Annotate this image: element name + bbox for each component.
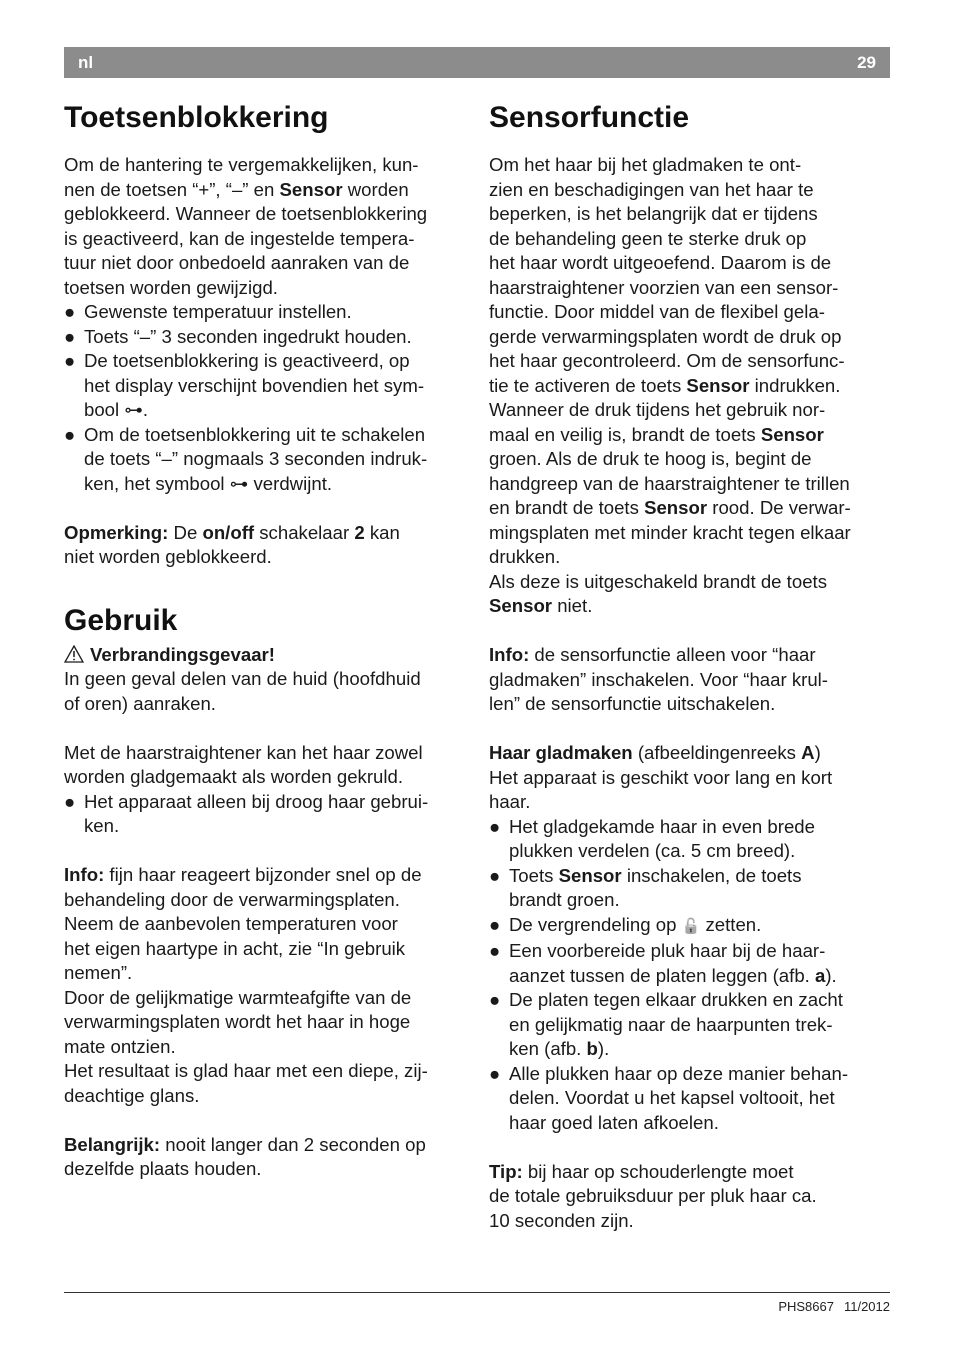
list-item: ● Toets Sensor inschakelen, de toets brandt groen. (489, 864, 802, 910)
text-line: behandeling door de verwarmingsplaten. (64, 888, 400, 910)
text-line: gladmaken” inschakelen. Voor “haar krul- (489, 668, 828, 690)
text-line: niet worden geblokkeerd. (64, 546, 272, 567)
list-item: ● Een voorbereide pluk haar bij de haar- aanzet tussen de platen leggen (afb. a). (489, 940, 837, 986)
edition-date: 11/2012 (843, 1299, 890, 1314)
bullet-list (489, 815, 891, 1136)
text-line: de totale gebruiksduur per pluk haar ca. (489, 1185, 817, 1206)
text-line: het haar wordt uitgeoefend. Daarom is de (489, 252, 832, 273)
list-item: ● De platen tegen elkaar drukken en zacht en gelijkmatig naar de haarpunten trek- ken (afb. b). (489, 989, 843, 1059)
tip-paragraph: Tip: bij haar op schouderlengte moet (489, 1160, 794, 1182)
text-line: groen. Als de druk te hoog is, begint de (489, 448, 812, 469)
text-line: verwarmingsplaten wordt het haar in hoge (64, 1011, 411, 1032)
text-line: het eigen haartype in acht, zie “In gebruik (64, 937, 406, 959)
page-number: 29 (857, 53, 876, 72)
section-title-sensorfunctie: Sensorfunctie (489, 101, 690, 134)
text-line: Met de haarstraightener kan het haar zowel (64, 741, 423, 763)
text-line: of oren) aanraken. (64, 692, 216, 714)
note: Opmerking: De on/off schakelaar 2 kan (64, 521, 400, 543)
text-line: nemen”. (64, 962, 133, 983)
warning-heading: Verbrandingsgevaar! (64, 643, 466, 668)
left-column (64, 98, 466, 1182)
key-lock-icon: ⊶ (124, 399, 143, 420)
text-line: drukken. (489, 546, 561, 567)
text-line: en brandt de toets Sensor rood. De verwar- (489, 497, 851, 518)
text-line: is geactiveerd, kan de ingestelde tempera- (64, 227, 415, 249)
text-line: Het resultaat is glad haar met een diepe, zij- (64, 1060, 428, 1081)
text-line: Sensor niet. (489, 595, 593, 616)
page-header (64, 47, 890, 78)
text-line: haar. (489, 791, 531, 812)
bullet-list (64, 300, 466, 496)
list-item: ● Gewenste temperatuur instellen. (64, 301, 352, 322)
paragraph (64, 153, 466, 300)
text-line: dezelfde plaats houden. (64, 1158, 262, 1179)
section-title-gebruik: Gebruik (64, 603, 178, 637)
text-line: Om de hantering te vergemakkelijken, kun- (64, 154, 419, 175)
text-line: handgreep van de haarstraightener te trillen (489, 472, 850, 494)
list-item: ● Het apparaat alleen bij droog haar gebrui- ken. (64, 790, 429, 836)
text-line: haarstraightener voorzien van een sensor- (489, 276, 839, 298)
text-line: deachtige glans. (64, 1084, 200, 1106)
text-line: maal en veilig is, brandt de toets Sensor (489, 423, 824, 445)
list-item: ● Het gladgekamde haar in even brede plukken verdelen (ca. 5 cm breed). (489, 815, 815, 861)
text-line: functie. Door middel van de flexibel gela- (489, 301, 825, 322)
info-paragraph: Info: fijn haar reageert bijzonder snel op de (64, 864, 422, 885)
footer-divider (64, 1292, 890, 1293)
key-lock-icon: ⊶ (229, 472, 249, 494)
model-number: PHS8667 (778, 1299, 834, 1314)
text-line: mate ontzien. (64, 1035, 176, 1057)
important-paragraph: Belangrijk: nooit langer dan 2 seconden op (64, 1133, 426, 1155)
text-line: Wanneer de druk tijdens het gebruik nor- (489, 399, 826, 420)
text-line: het haar gecontroleerd. Om de sensorfunc- (489, 350, 845, 371)
list-item: ● Alle plukken haar op deze manier behan- delen. Voordat u het kapsel voltooit, het haar goed laten afkoelen. (489, 1062, 849, 1133)
unlock-icon: 🔓 (681, 917, 701, 935)
text-line: Het apparaat is geschikt voor lang en kort (489, 766, 833, 788)
subheading-haar-gladmaken: Haar gladmaken (afbeeldingenreeks A) (489, 742, 821, 763)
text-line: Als deze is uitgeschakeld brandt de toets (489, 570, 827, 592)
text-line: len” de sensorfunctie uitschakelen. (489, 693, 776, 714)
text-line: de behandeling geen te sterke druk op (489, 227, 807, 249)
warning-triangle-icon (64, 645, 84, 663)
text-line: beperken, is het belangrijk dat er tijdens (489, 203, 818, 224)
section-title-toetsenblokkering: Toetsenblokkering (64, 101, 329, 134)
page-footer (778, 1299, 890, 1314)
text-line: 10 seconden zijn. (489, 1209, 634, 1231)
right-column (489, 98, 891, 1233)
text-line: In geen geval delen van de huid (hoofdhuid (64, 668, 421, 689)
bullet-list (64, 790, 466, 839)
list-item: ● Om de toetsenblokkering uit te schakelen de toets “–” nogmaals 3 seconden indruk- ken, het symbool ⊶ verdwijnt. (64, 423, 466, 497)
text-line: Om het haar bij het gladmaken te ont- (489, 154, 802, 175)
text-line: tie te activeren de toets Sensor indrukken. (489, 374, 841, 396)
info-paragraph: Info: de sensorfunctie alleen voor “haar (489, 644, 816, 665)
text-line: zien en beschadigingen van het haar te (489, 178, 814, 200)
text-line: Door de gelijkmatige warmteafgifte van de (64, 986, 412, 1008)
text-line: tuur niet door onbedoeld aanraken van de (64, 252, 410, 273)
list-item: ● Toets “–” 3 seconden ingedrukt houden. (64, 325, 412, 347)
language-label: nl (78, 53, 94, 72)
list-item: ● De vergrendeling op 🔓 zetten. (489, 913, 762, 935)
text-line: Neem de aanbevolen temperaturen voor (64, 913, 398, 934)
text-line: gerde verwarmingsplaten wordt de druk op (489, 325, 842, 347)
text-line: toetsen worden gewijzigd. (64, 276, 278, 298)
list-item: ● De toetsenblokkering is geactiveerd, op het display verschijnt bovendien het sym- bool ⊶. (64, 349, 466, 423)
text-line: geblokkeerd. Wanneer de toetsenblokkering (64, 203, 428, 224)
text-line: nen de toetsen “+”, “–” en Sensor worden (64, 178, 409, 200)
text-line: worden gladgemaakt als worden gekruld. (64, 766, 404, 787)
text-line: mingsplaten met minder kracht tegen elkaar (489, 521, 851, 543)
